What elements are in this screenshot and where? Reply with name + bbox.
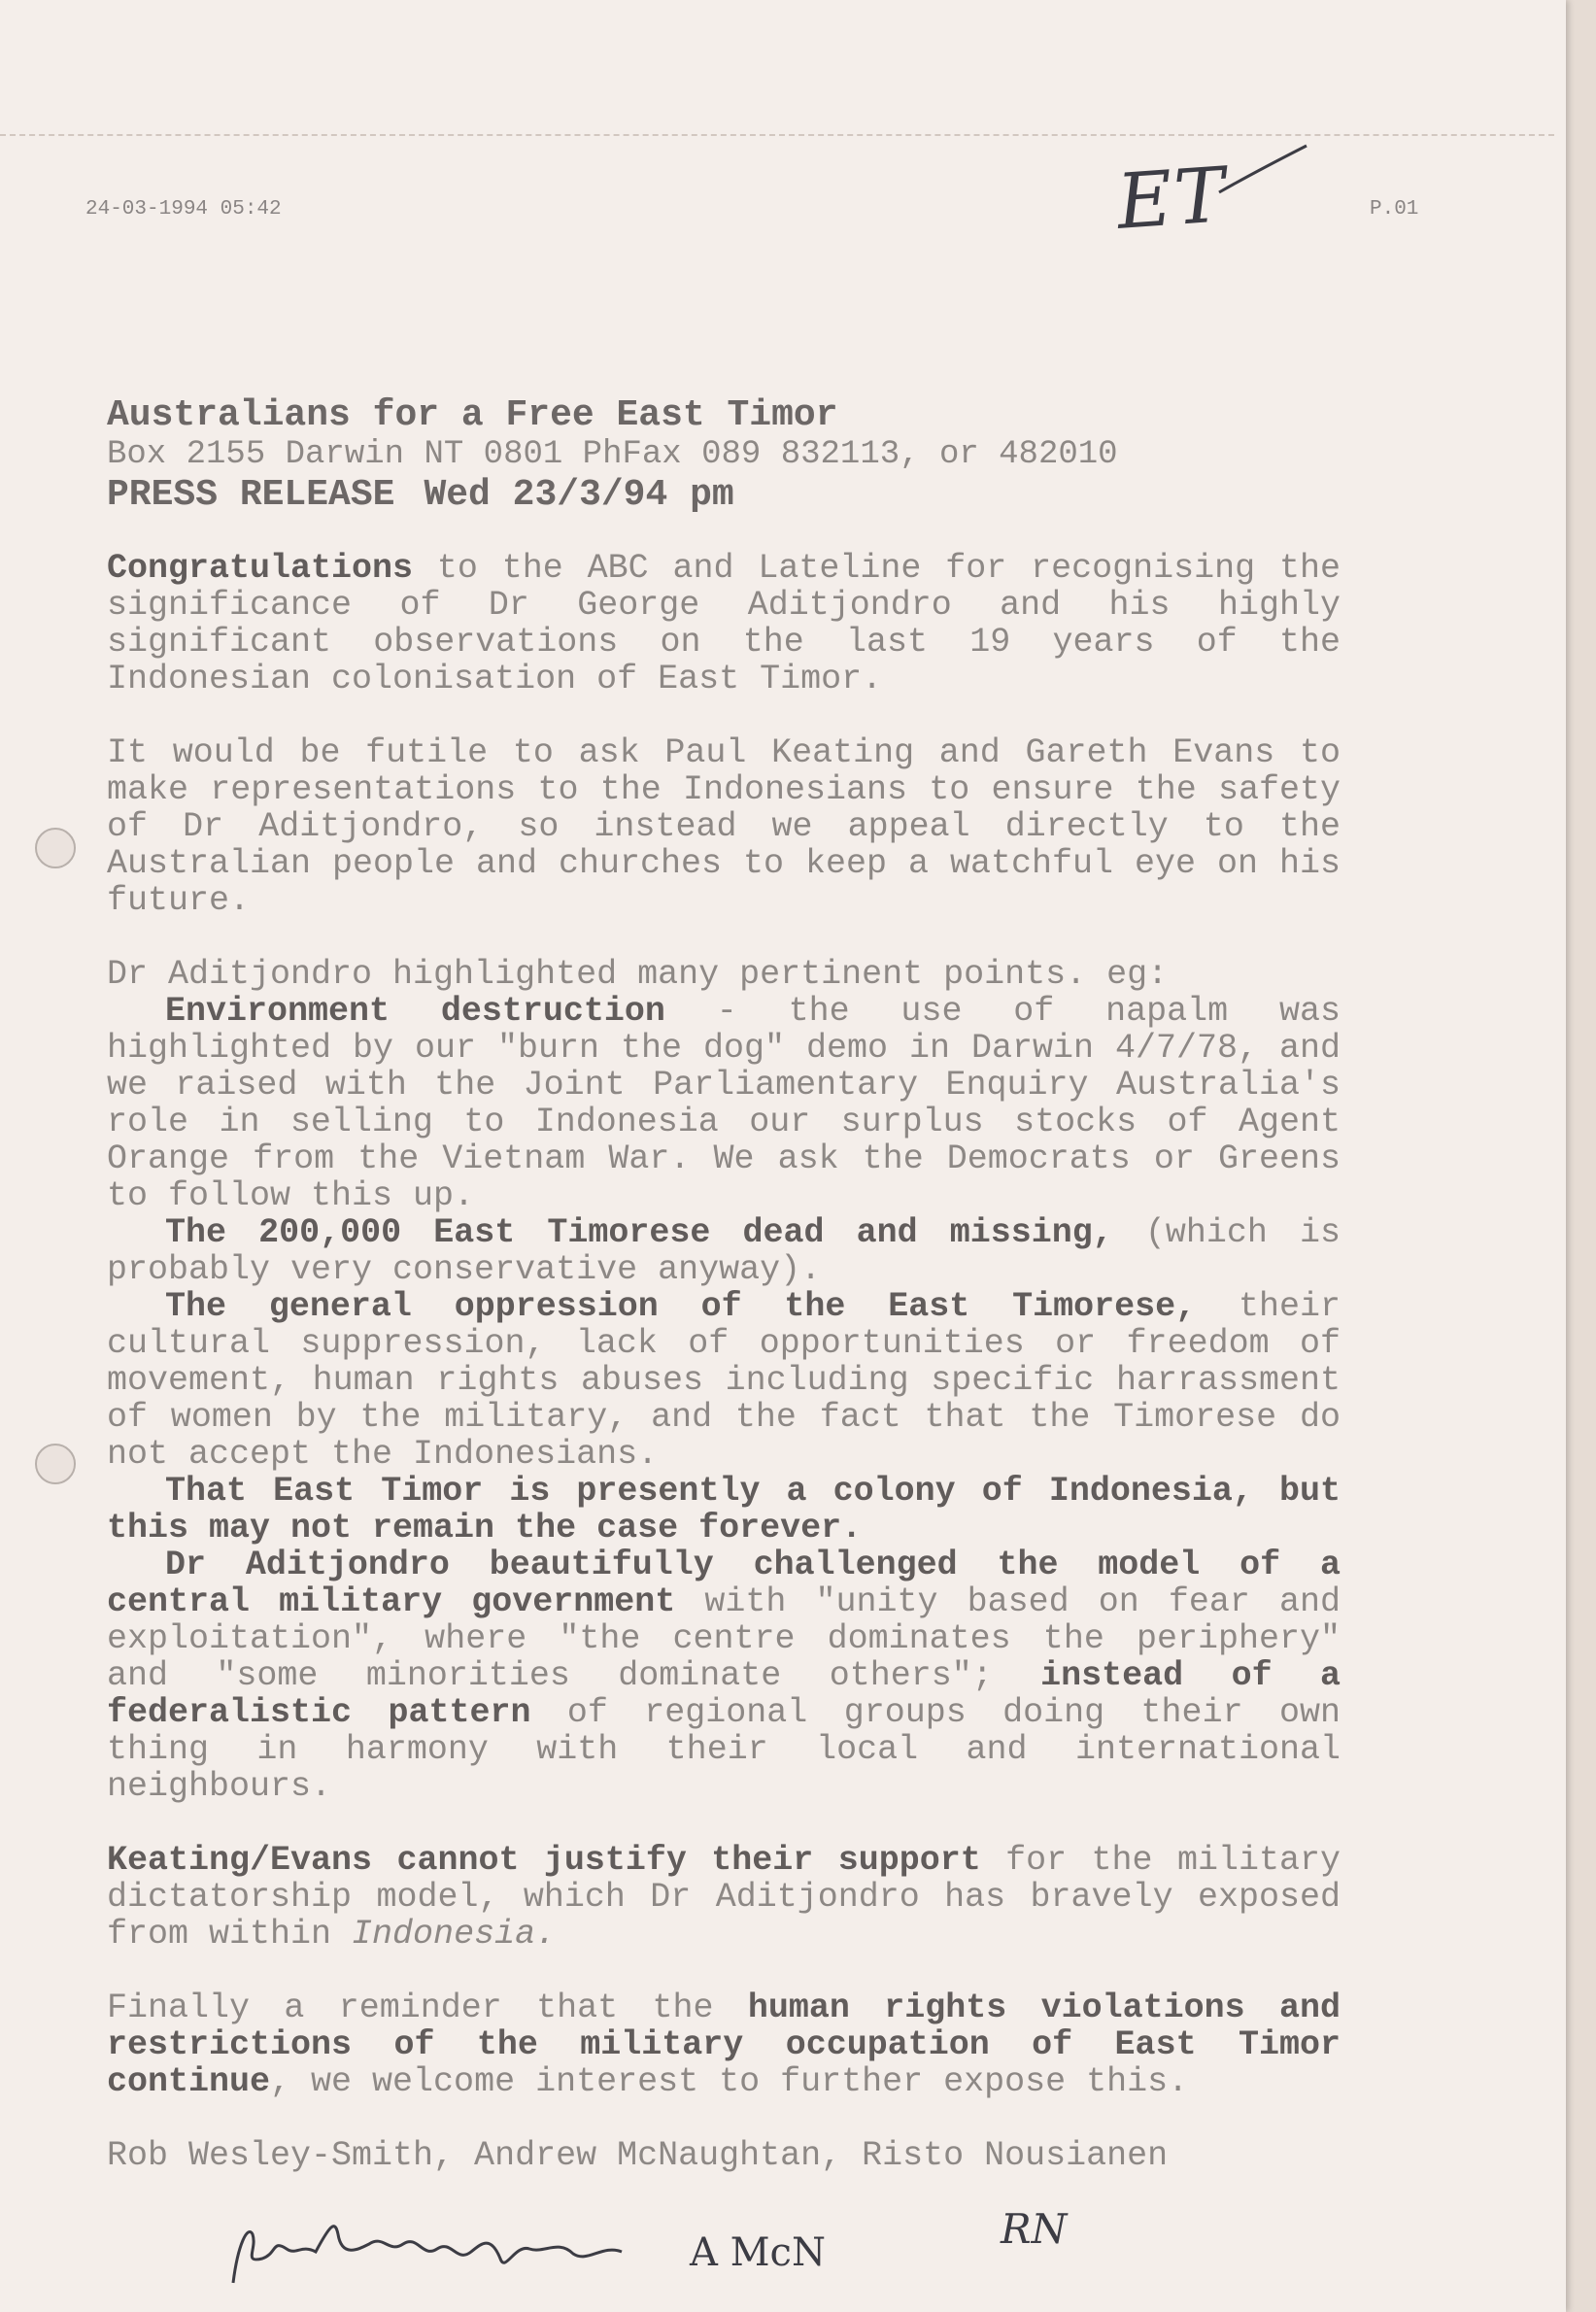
handwritten-flourish: [1214, 144, 1311, 202]
paragraph-reminder: [107, 1989, 1341, 2100]
points-intro: Dr Aditjondro highlighted many pertinent points. eg:: [107, 955, 1169, 994]
bold-text: The 200,000 East Timorese dead and missing,: [165, 1213, 1113, 1252]
fax-timestamp: 24-03-1994 05:42: [85, 198, 282, 221]
punch-hole: [35, 828, 76, 868]
bold-text: Dr Aditjondro beautifully challenged the model of a central military government: [107, 1546, 1341, 1621]
point-dead-missing: [107, 1214, 1341, 1288]
italic-text: Indonesia.: [352, 1915, 557, 1954]
text: their cultural suppression, lack of opportunities or freedom of movement, human rights abuses including specific harrassment of women by the military, and the fact that the Timorese do not accept the Indonesians.: [107, 1287, 1341, 1474]
bold-text: Congratulations: [107, 549, 414, 588]
point-environment: [107, 993, 1341, 1214]
point-central-model: [107, 1547, 1341, 1805]
paragraph-points: [107, 956, 1341, 1805]
text: , we welcome interest to further expose this.: [270, 2062, 1189, 2101]
signature-rn: RN: [1001, 2205, 1068, 2253]
point-oppression: [107, 1288, 1341, 1473]
signatories: Rob Wesley-Smith, Andrew McNaughtan, Risto Nousianen: [107, 2136, 1169, 2175]
press-label: PRESS RELEASE: [107, 474, 395, 516]
text: to the ABC and Lateline for recognising the significance of Dr George Aditjondro and his highly significant observations on the last 19 years of the Indonesian colonisation of East Timor.: [107, 549, 1341, 698]
press-release-heading: [107, 474, 1341, 517]
press-release-body: [107, 396, 1341, 2174]
text: with "unity based on fear and exploitation", where "the centre dominates the periphery" and "some minorities dominate others";: [107, 1582, 1341, 1695]
paragraph-congratulations: [107, 550, 1341, 697]
fax-page-number: P.01: [1370, 198, 1419, 221]
perforation-line: [0, 134, 1554, 136]
point-colony: That East Timor is presently a colony of Indonesia, but this may not remain the case forever.: [107, 1472, 1341, 1547]
handwritten-et-mark: ET: [1113, 152, 1230, 247]
text: (which is probably very conservative anyway).: [107, 1213, 1341, 1289]
bold-text: The general oppression of the East Timorese,: [165, 1287, 1197, 1326]
paragraph-keating-evans: [107, 1842, 1341, 1953]
text: Finally a reminder that the: [107, 1989, 748, 2027]
org-contact: Box 2155 Darwin NT 0801 PhFax 089 832113, or 482010: [107, 436, 1118, 473]
paragraph-appeal: It would be futile to ask Paul Keating and Gareth Evans to make representations to the Indonesians to ensure the safety of Dr Aditjondro, so instead we appeal directly to the Australian people and churches to keep a watchful eye on his future.: [107, 733, 1341, 920]
org-name: Australians for a Free East Timor: [107, 394, 838, 436]
bold-text: instead of a federalistic pattern: [107, 1656, 1341, 1732]
press-date: Wed 23/3/94 pm: [424, 474, 734, 516]
text: for the military dictatorship model, which Dr Aditjondro has bravely exposed from within: [107, 1841, 1341, 1954]
signature-amcn: A McN: [690, 2230, 826, 2275]
bold-text: human rights violations and restrictions of the military occupation of East Timor continue: [107, 1989, 1341, 2101]
punch-hole: [35, 1444, 76, 1484]
text: - the use of napalm was highlighted by our "burn the dog" demo in Darwin 4/7/78, and we raised with the Joint Parliamentary Enquiry Australia's role in selling to Indonesia our surplus stocks of Agent Orange from the Vietnam War. We ask the Democrats or Greens to follow this up.: [107, 992, 1341, 1215]
signature-rob-wesley-smith: [223, 2205, 631, 2302]
bold-text: Keating/Evans cannot justify their support: [107, 1841, 981, 1880]
bold-text: Environment destruction: [165, 992, 665, 1031]
text: of regional groups doing their own thing in harmony with their local and international neighbours.: [107, 1693, 1341, 1806]
